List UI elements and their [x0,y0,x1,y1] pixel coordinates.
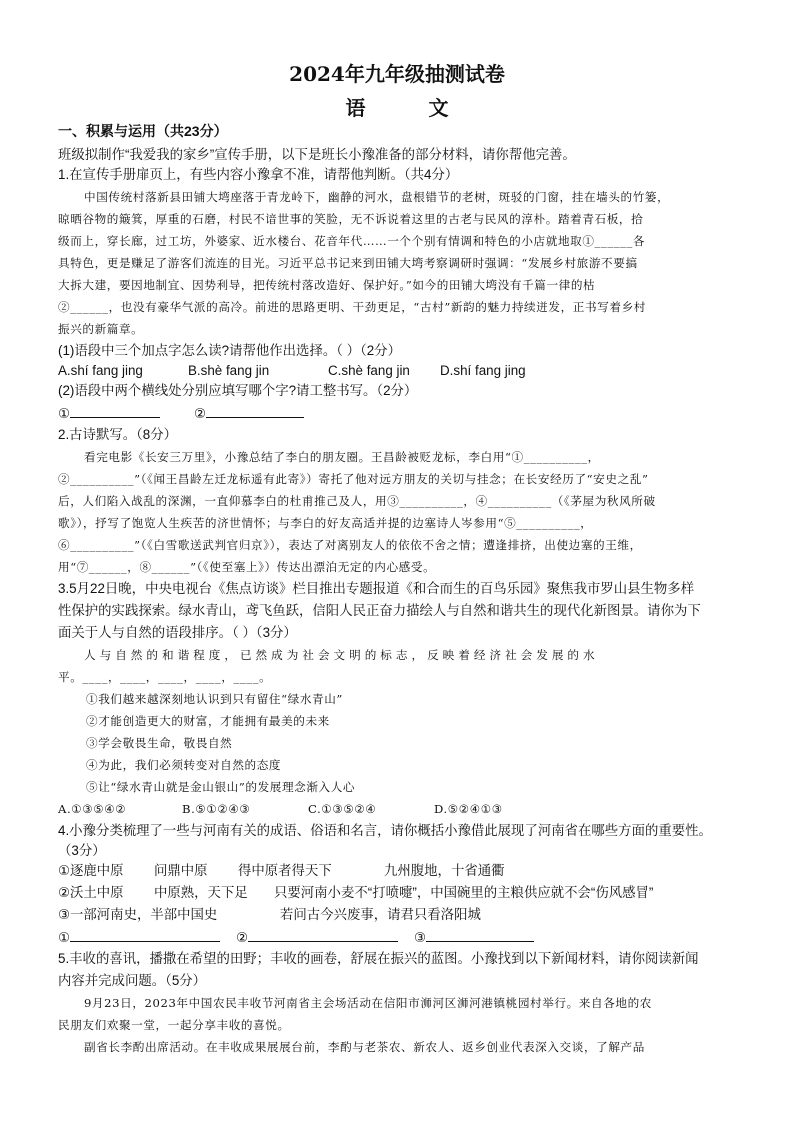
q3-options [58,800,748,818]
q1-sub1: (1)语段中三个加点字怎么读?请帮他作出选择。（ ）（2分） [58,343,401,358]
q3-option-a[interactable]: A.①③⑤④② [58,802,127,816]
blank-label: ② [194,406,207,421]
q1-passage-line: 大拆大建，要因地制宜、因势利导，把传统村落改造好、保护好。”如今的田铺大塆没有千篇一律的枯 [58,278,596,292]
q4-stem-line: 4.小豫分类梳理了一些与河南有关的成语、俗语和名言，请你概括小豫借此展现了河南省在哪些方面的重要性。 [58,823,712,838]
q1-passage-line: 振兴的新篇章。 [58,322,144,336]
q4-row [58,906,748,924]
q2-passage-line: 后，人们陷入战乱的深渊，一直仰慕李白的杜甫推己及人，用③__________，④__________（《茅屋为秋风所破 [58,494,656,508]
q4-row [58,884,748,902]
exam-title: 2024年九年级抽测试卷 [289,62,505,86]
q2-passage-line: 用“⑦______，⑧______”（《使至塞上》）传达出漂泊无定的内心感受。 [58,560,436,574]
subject-title: 语 文 [345,96,477,120]
q3-option-b[interactable]: B.⑤①②④③ [182,802,251,816]
q2-passage-line: ②__________”（《闻王昌龄左迁龙标遥有此寄》）寄托了他对远方朋友的关切与挂念；在长安经历了“安史之乱” [58,472,649,486]
blank-label: ③ [414,930,427,945]
answer-blank[interactable] [248,928,398,942]
q3-stem-line: 3.5月22日晚，中央电视台《焦点访谈》栏目推出专题报道《和合而生的百鸟乐园》聚焦我市罗山县生物多样 [58,581,695,596]
q4-phrase: 问鼎中原 [154,863,208,878]
q1-option-d[interactable]: D.shí fang jing [440,363,526,378]
q2-passage-line: 歌》），抒写了饱览人生疾苦的济世情怀；与李白的好友高适并提的边塞诗人岑参用“⑤__________， [58,516,593,530]
q3-lead-line: 平。____，____，____，____，____。 [58,670,272,684]
blank-label: ① [58,406,71,421]
q1-passage-line: 晾晒谷物的簸箕，厚重的石磨，村民不谙世事的笑脸，无不诉说着这里的古老与民风的淳朴。踏着青石板，拾 [58,212,644,226]
section-intro: 班级拟制作“我爱我的家乡”宣传手册，以下是班长小豫准备的部分材料，请你帮他完善。 [58,147,576,162]
answer-blank[interactable] [206,404,304,418]
q3-item: ④为此，我们必须转变对自然的态度 [86,758,282,772]
q3-stem-line: 面关于人与自然的语段排序。（ ）（3分） [58,625,297,640]
q4-phrase: 若问古今兴废事，请君只看洛阳城 [280,907,481,922]
q4-phrase: 九州腹地，十省通衢 [384,863,505,878]
q1-answer-blanks [58,404,748,423]
q4-phrase: ③一部河南史，半部中国史 [58,907,218,922]
q3-item: ①我们越来越深刻地认识到只有留住“绿水青山” [86,692,343,706]
q1-passage-line: 具特色，更是赚足了游客们流连的目光。习近平总书记来到田铺大塆考察调研时强调：“发展乡村旅游不要搞 [58,256,638,270]
q4-stem-line: （3分） [58,843,106,858]
q3-option-d[interactable]: D.⑤②④①③ [434,802,503,816]
q4-answer-blanks [58,928,748,947]
q4-phrase: ①逐鹿中原 [58,863,124,878]
q2-passage-line: ⑥__________”（《白雪歌送武判官归京》），表达了对离别友人的依依不舍之情；遭逢排挤，出使边塞的王维， [58,538,642,552]
answer-blank[interactable] [70,928,220,942]
q5-stem-line: 内容并完成问题。（5分） [58,973,207,988]
q3-stem-line: 性保护的实践探索。绿水青山，鸢飞鱼跃，信阳人民正奋力描绘人与自然和谐共生的现代化新图景。请你为下 [58,603,701,618]
q1-options [58,362,748,380]
answer-blank[interactable] [70,404,160,418]
q1-option-c[interactable]: C.shè fang jin [328,363,410,378]
q4-phrase: 得中原者得天下 [238,863,332,878]
q4-phrase: 中原熟，天下足 [154,885,248,900]
q1-passage-line: 中国传统村落新县田铺大塆座落于青龙岭下，幽静的河水，盘根错节的老树，斑驳的门窗，挂在墙头的竹篓， [84,190,670,204]
q3-option-c[interactable]: C.①③⑤②④ [308,802,377,816]
blank-label: ② [236,930,249,945]
q1-option-b[interactable]: B.shè fang jin [188,363,270,378]
q1-passage-line: 级而上，穿长廊，过工坊，外婆家、近水楼台、花音年代……一个个别有情调和特色的小店就地取①______各 [58,234,646,248]
q2-stem: 2.古诗默写。（8分） [58,427,178,442]
q1-passage-line: ②______，也没有豪华气派的高冷。前进的思路更明、干劲更足，“古村”新韵的魅力持续迸发，正书写着乡村 [58,300,646,314]
q4-phrase: 只要河南小麦不“打喷嚏”，中国碗里的主粮供应就不会“伤风感冒” [274,885,654,900]
q5-stem-line: 5.丰收的喜讯，播撒在希望的田野；丰收的画卷，舒展在振兴的蓝图。小豫找到以下新闻材料，请你阅读新闻 [58,951,699,966]
q3-item: ⑤让“绿水青山就是金山银山”的发展理念渐入人心 [86,780,356,794]
q5-passage-line: 副省长李酌出席活动。在丰收成果展展台前，李酌与老茶农、新农人、返乡创业代表深入交谈，了解产品 [84,1040,645,1054]
blank-label: ① [58,930,71,945]
q5-passage-line: 民朋友们欢聚一堂，一起分享丰收的喜悦。 [58,1018,290,1032]
q3-item: ②才能创造更大的财富，才能拥有最美的未来 [86,714,330,728]
q3-lead-line: 人与自然的和谐程度，已然成为社会文明的标志，反映着经济社会发展的水 [84,648,599,662]
section-heading: 一、积累与运用（共23分） [58,123,228,139]
q4-row [58,862,748,880]
answer-blank[interactable] [426,928,534,942]
q4-phrase: ②沃土中原 [58,885,124,900]
q1-option-a[interactable]: A.shí fang jing [58,363,143,378]
q1-stem: 1.在宣传手册扉页上，有些内容小豫拿不准，请帮他判断。（共4分） [58,167,459,182]
q5-passage-line: 9月23日，2023年中国农民丰收节河南省主会场活动在信阳市浉河区浉河港镇桃园村举行。来自各地的农 [84,996,652,1010]
q2-passage-line: 看完电影《长安三万里》，小豫总结了李白的朋友圈。王昌龄被贬龙标，李白用“①__________， [84,450,600,464]
q1-sub2: (2)语段中两个横线处分别应填写哪个字?请工整书写。（2分） [58,383,418,398]
q3-item: ③学会敬畏生命，敬畏自然 [86,736,233,750]
